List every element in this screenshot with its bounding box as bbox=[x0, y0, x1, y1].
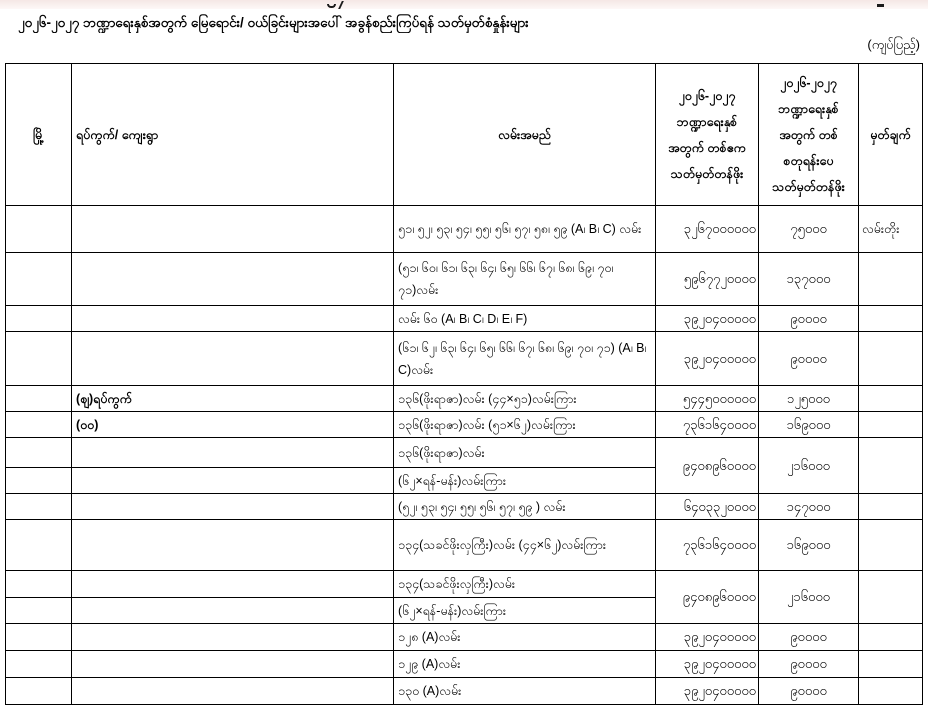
valuation-table bbox=[5, 63, 923, 705]
cell-remark bbox=[859, 520, 923, 571]
cell-per-acre: ၃၉၂၀၄၀၀၀၀၀ bbox=[656, 678, 759, 705]
cell-per-acre: ၉၄၀၈၉၆၀၀၀၀ bbox=[656, 571, 759, 624]
cell-remark bbox=[859, 438, 923, 494]
cell-street: ၁၃၀ (A)လမ်း bbox=[394, 678, 656, 705]
table-row bbox=[6, 253, 923, 306]
cell-per-sqft: ၉၀၀၀၀ bbox=[759, 624, 859, 651]
cell-ward: (ဈ)ရပ်ကွက် bbox=[72, 386, 394, 412]
page-top-edge bbox=[0, 0, 928, 9]
cell-town bbox=[6, 678, 72, 705]
cell-town bbox=[6, 206, 72, 253]
cell-per-acre: ၇၃၆၁၆၄၀၀၀၀ bbox=[656, 520, 759, 571]
cell-remark bbox=[859, 253, 923, 306]
cell-street: (၅၂၊ ၅၃၊ ၅၄၊ ၅၅၊ ၅၆၊ ၅၇၊ ၅၉ ) လမ်း bbox=[394, 494, 656, 520]
table-row bbox=[6, 206, 923, 253]
table-row bbox=[6, 520, 923, 571]
cell-street: ၅၁၊ ၅၂၊ ၅၃၊ ၅၄၊ ၅၅၊ ၅၆၊ ၅၇၊ ၅၈၊ ၅၉ (A၊ B၊ C) လမ်း bbox=[394, 206, 656, 253]
cell-per-acre: ၆၄၀၃၃၂၀၀၀၀ bbox=[656, 494, 759, 520]
cell-per-sqft: ၁၆၉၀၀၀ bbox=[759, 412, 859, 438]
table-row bbox=[6, 438, 923, 468]
cutoff-text-fragment bbox=[327, 4, 336, 8]
cell-ward bbox=[72, 332, 394, 386]
cell-per-acre: ၃၉၂၀၄၀၀၀၀၀ bbox=[656, 624, 759, 651]
cell-ward: (ဝဝ) bbox=[72, 412, 394, 438]
cell-remark bbox=[859, 678, 923, 705]
cell-per-acre: ၃၉၂၀၄၀၀၀၀၀ bbox=[656, 306, 759, 332]
table-row bbox=[6, 412, 923, 438]
table-row bbox=[6, 651, 923, 678]
cell-town bbox=[6, 332, 72, 386]
cutoff-text-fragment bbox=[877, 4, 884, 7]
header-row bbox=[6, 64, 923, 206]
table-row bbox=[6, 386, 923, 412]
cell-ward bbox=[72, 494, 394, 520]
cell-town bbox=[6, 438, 72, 468]
cell-remark: လမ်းတိုး bbox=[859, 206, 923, 253]
cell-per-sqft: ၉၀၀၀၀ bbox=[759, 306, 859, 332]
header-remark: မှတ်ချက် bbox=[859, 64, 923, 206]
cell-remark bbox=[859, 571, 923, 624]
table-row bbox=[6, 678, 923, 705]
cell-per-acre: ၅၉၆၇၇၂၀၀၀၀ bbox=[656, 253, 759, 306]
cell-street: ၁၂၈ (A)လမ်း bbox=[394, 624, 656, 651]
cell-street: ၁၃၄(သခင်ဖိုးလှကြီး)လမ်း bbox=[394, 571, 656, 598]
cell-ward bbox=[72, 678, 394, 705]
cell-per-acre: ၅၄၄၅၀၀၀၀၀၀ bbox=[656, 386, 759, 412]
cell-remark bbox=[859, 624, 923, 651]
cell-per-sqft: ၁၄၇၀၀၀ bbox=[759, 494, 859, 520]
cell-per-sqft: ၉၀၀၀၀ bbox=[759, 332, 859, 386]
cell-street: ၁၃၆(ဖိုးရာဇာ)လမ်း bbox=[394, 438, 656, 468]
cell-street: လမ်း ၆၀ (A၊ B၊ C၊ D၊ E၊ F) bbox=[394, 306, 656, 332]
cell-per-acre: ၃၉၂၀၄၀၀၀၀၀ bbox=[656, 332, 759, 386]
cell-ward bbox=[72, 468, 394, 494]
header-per-sqft-value: ၂၀၂၆-၂၀၂၇ ဘဏ္ဍာရေးနှစ် အတွက် တစ်စတုရန်းပေ သတ်မှတ်တန်ဖိုး bbox=[759, 64, 859, 206]
header-ward: ရပ်ကွက်/ ကျေးရွာ bbox=[72, 64, 394, 206]
cell-ward bbox=[72, 206, 394, 253]
cell-ward bbox=[72, 438, 394, 468]
cell-town bbox=[6, 412, 72, 438]
cell-per-sqft: ၉၀၀၀၀ bbox=[759, 678, 859, 705]
cell-town bbox=[6, 253, 72, 306]
header-street: လမ်းအမည် bbox=[394, 64, 656, 206]
header-town: မြို့ bbox=[6, 64, 72, 206]
cell-town bbox=[6, 386, 72, 412]
cell-remark bbox=[859, 306, 923, 332]
cell-street: (၆၁၊ ၆၂၊ ၆၃၊ ၆၄၊ ၆၅၊ ၆၆၊ ၆၇၊ ၆၈၊ ၆၉၊ ၇၀၊ ၇၁) (A၊ B၊ C)လမ်း bbox=[394, 332, 656, 386]
cell-remark bbox=[859, 332, 923, 386]
cell-street: (၆၂×ရန်-မန်း)လမ်းကြား bbox=[394, 598, 656, 624]
cell-per-acre: ၃၉၂၀၄၀၀၀၀၀ bbox=[656, 651, 759, 678]
cell-per-acre: ၃၂၆၇၀၀၀၀၀၀ bbox=[656, 206, 759, 253]
cell-town bbox=[6, 571, 72, 598]
cell-per-sqft: ၂၁၆၀၀၀ bbox=[759, 438, 859, 494]
cell-per-sqft: ၂၁၆၀၀၀ bbox=[759, 571, 859, 624]
cell-ward bbox=[72, 253, 394, 306]
cell-per-acre: ၇၃၆၁၆၄၀၀၀၀ bbox=[656, 412, 759, 438]
cell-street: ၁၃၆(ဖိုးရာဇာ)လမ်း (၄၄×၅၁)လမ်းကြား bbox=[394, 386, 656, 412]
cell-town bbox=[6, 624, 72, 651]
cell-town bbox=[6, 468, 72, 494]
cell-town bbox=[6, 520, 72, 571]
cell-street: ၁၂၉ (A)လမ်း bbox=[394, 651, 656, 678]
cell-town bbox=[6, 598, 72, 624]
cell-ward bbox=[72, 651, 394, 678]
cell-street: ၁၃၆(ဖိုးရာဇာ)လမ်း (၅၁×၆၂)လမ်းကြား bbox=[394, 412, 656, 438]
cell-ward bbox=[72, 520, 394, 571]
table-row bbox=[6, 571, 923, 598]
cell-street: (၅၁၊ ၆၀၊ ၆၁၊ ၆၃၊ ၆၄၊ ၆၅၊ ၆၆၊ ၆၇၊ ၆၈၊ ၆၉၊ ၇၀၊ ၇၁)လမ်း bbox=[394, 253, 656, 306]
cell-remark bbox=[859, 494, 923, 520]
table-row bbox=[6, 624, 923, 651]
cell-street: (၆၂×ရန်-မန်း)လမ်းကြား bbox=[394, 468, 656, 494]
cell-town bbox=[6, 651, 72, 678]
cell-per-sqft: ၁၆၉၀၀၀ bbox=[759, 520, 859, 571]
cell-street: ၁၃၄(သခင်ဖိုးလှကြီး)လမ်း (၄၄×၆၂)လမ်းကြား bbox=[394, 520, 656, 571]
cell-ward bbox=[72, 598, 394, 624]
cell-per-sqft: ၇၅၀၀၀ bbox=[759, 206, 859, 253]
table-row bbox=[6, 306, 923, 332]
table-row bbox=[6, 332, 923, 386]
cell-remark bbox=[859, 412, 923, 438]
cell-ward bbox=[72, 624, 394, 651]
cell-remark bbox=[859, 386, 923, 412]
cell-per-sqft: ၉၀၀၀၀ bbox=[759, 651, 859, 678]
cell-per-sqft: ၁၂၅၀၀၀ bbox=[759, 386, 859, 412]
cell-per-acre: ၉၄၀၈၉၆၀၀၀၀ bbox=[656, 438, 759, 494]
table-row bbox=[6, 494, 923, 520]
cell-per-sqft: ၁၃၇၀၀၀ bbox=[759, 253, 859, 306]
cell-ward bbox=[72, 306, 394, 332]
cell-remark bbox=[859, 651, 923, 678]
cell-town bbox=[6, 306, 72, 332]
header-per-acre-value: ၂၀၂၆-၂၀၂၇ ဘဏ္ဍာရေးနှစ် အတွက် တစ်ဧက သတ်မှတ်တန်ဖိုး bbox=[656, 64, 759, 206]
cell-ward bbox=[72, 571, 394, 598]
unit-note: (ကျပ်ပြည့်) bbox=[867, 37, 920, 52]
cell-town bbox=[6, 494, 72, 520]
page-title: ၂၀၂၆-၂၀၂၇ ဘဏ္ဍာရေးနှစ်အတွက် မြေရောင်း/ ဝယ်ခြင်းများအပေါ် အခွန်စည်းကြပ်ရန် သတ်မှတ်စံနှုန်းများ bbox=[18, 15, 529, 30]
cutoff-text-fragment bbox=[338, 1, 344, 9]
